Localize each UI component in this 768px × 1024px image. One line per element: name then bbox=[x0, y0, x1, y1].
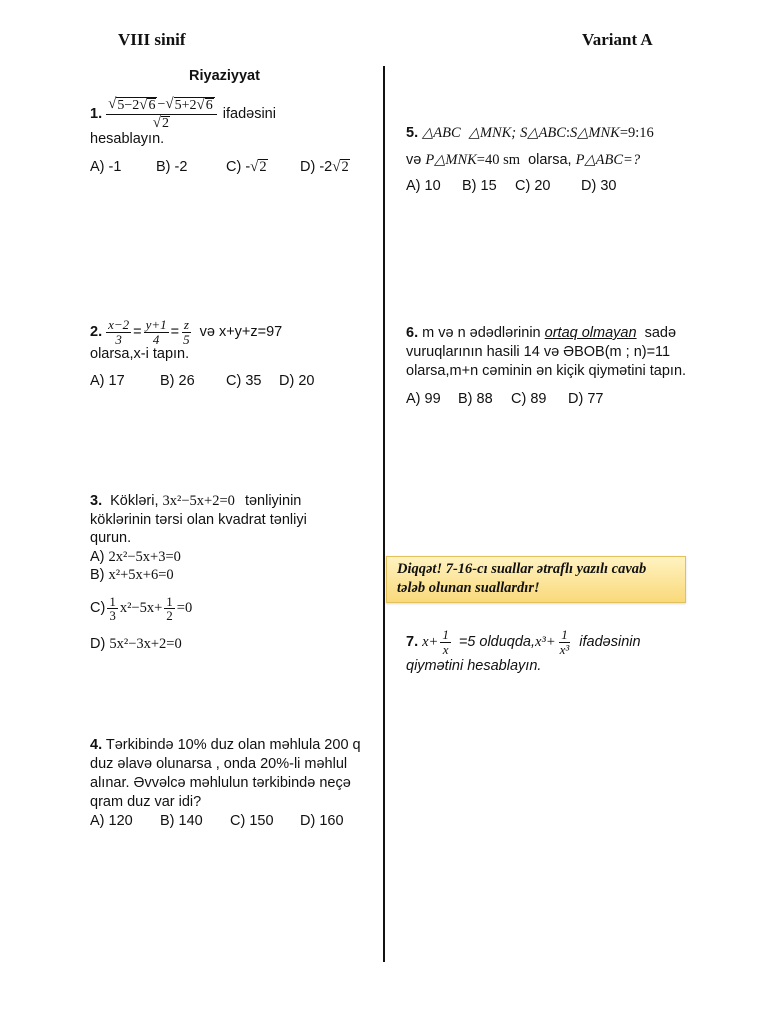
variant-label: Variant A bbox=[582, 30, 653, 49]
question-text: ifadəsini bbox=[222, 105, 276, 122]
option-c: C) -√2 bbox=[226, 159, 267, 176]
question-number: 4. bbox=[90, 737, 103, 753]
question-number: 3. bbox=[90, 493, 103, 509]
question-5: 5. △ABC △MNK; S△ABC:S△MNK=9:16 və P△MNK=40 sm olarsa, P△ABC=? A) 10 B) 15 C) 20 D) 30 bbox=[406, 125, 654, 194]
question-text: olarsa,m+n cəminin ən kiçik qiymətini tapın. bbox=[406, 363, 687, 379]
answer-options bbox=[90, 159, 350, 175]
option-a: A) 10 bbox=[406, 178, 441, 194]
question-6: 6. m və n ədədlərinin ortaq olmayan sadə vuruqlarının hasili 14 və ƏBOB(m ; n)=11 olarsa,m+n cəminin ən kiçik qiymətini tapın. A) 99 B) 88 C) 89 D) 77 bbox=[406, 325, 687, 407]
grade-label: VIII sinif bbox=[118, 30, 186, 49]
option-c: C) 20 bbox=[515, 178, 551, 194]
question-number: 1. bbox=[90, 105, 103, 122]
q1-expression: √ 5−2 √ 6 − √ 5+2 √ 6 √ 2 bbox=[106, 96, 217, 131]
question-number: 7. bbox=[406, 634, 419, 651]
question-2: 2. $\frac{x-2}{3}$ = $\frac{y+1}{4}$ = $\frac{z}{5}$ və x+y+z=97 olarsa,x-i tapın. A) 17 B) 26 C) 35 D) 20 bbox=[90, 317, 315, 390]
column-divider bbox=[383, 66, 385, 962]
answer-options bbox=[90, 373, 314, 389]
option-c: C) $\frac{1}{3}$ x²−5x+ $\frac{1}{2}$ =0 bbox=[90, 593, 193, 624]
option-a: A) -1 bbox=[90, 159, 122, 176]
question-text: köklərinin tərsi olan kvadrat tənliyi bbox=[90, 511, 307, 528]
option-c: C) 150 bbox=[230, 813, 274, 829]
question-4 bbox=[90, 736, 361, 831]
question-3: 3. Kökləri, 3x²−5x+2=0 tənliyinin köklərinin tərsi olan kvadrat tənliyi qurun. A) 2x²−5x+3=0 B) x²+5x+6=0 C) $\frac{1}{3}$ x²−5x+ $\frac{1}{2}$ =0 D) 5x²−3x+2=0 bbox=[90, 493, 307, 652]
answer-options bbox=[406, 390, 686, 409]
option-b: B) 88 bbox=[458, 391, 493, 407]
question-text: vuruqlarının hasili 14 və ƏBOB(m ; n)=11 bbox=[406, 344, 671, 360]
option-b: B) -2 bbox=[156, 159, 188, 176]
option-b: B) x²+5x+6=0 bbox=[90, 567, 174, 583]
option-a: A) 120 bbox=[90, 813, 133, 829]
question-text: Tərkibində 10% duz olan məhlula 200 q bbox=[105, 737, 361, 753]
option-b: B) 26 bbox=[160, 373, 195, 390]
note-line: tələb olunan suallardır! bbox=[397, 579, 540, 596]
option-d: D) 20 bbox=[279, 373, 315, 390]
subject-title: Riyaziyyat bbox=[189, 68, 260, 84]
option-a: A) 17 bbox=[90, 373, 125, 390]
option-d: D) 160 bbox=[300, 813, 344, 829]
attention-note bbox=[386, 556, 686, 603]
question-text: Kökləri, bbox=[110, 493, 159, 509]
underlined-phrase: ortaq olmayan bbox=[544, 325, 637, 341]
answer-options bbox=[90, 812, 361, 831]
question-text: hesablayın. bbox=[90, 131, 165, 148]
question-text: qurun. bbox=[90, 530, 132, 546]
question-1 bbox=[90, 96, 350, 176]
option-d: D) -2√2 bbox=[300, 159, 349, 176]
question-text: alınar. Əvvəlcə məhlulun tərkibində neçə bbox=[90, 775, 351, 791]
question-text: və x+y+z=97 bbox=[199, 324, 283, 341]
option-a: A) 99 bbox=[406, 391, 441, 407]
question-text: olarsa,x-i tapın. bbox=[90, 346, 190, 363]
answer-options bbox=[406, 178, 654, 194]
q3-equation: 3x²−5x+2=0 bbox=[162, 493, 235, 509]
question-number: 6. bbox=[406, 325, 419, 341]
question-number: 2. bbox=[90, 324, 103, 341]
question-number: 5. bbox=[406, 125, 419, 141]
note-line: Diqqət! 7-16-cı suallar ətraflı yazılı cavab bbox=[397, 561, 647, 577]
option-b: B) 15 bbox=[462, 178, 497, 194]
option-b: B) 140 bbox=[160, 813, 203, 829]
option-a: A) 2x²−5x+3=0 bbox=[90, 548, 181, 565]
option-d: D) 5x²−3x+2=0 bbox=[90, 635, 182, 652]
option-d: D) 30 bbox=[581, 178, 617, 194]
question-text: qiymətini hesablayın. bbox=[406, 658, 542, 675]
option-d: D) 77 bbox=[568, 391, 604, 407]
option-c: C) 89 bbox=[511, 391, 547, 407]
option-c: C) 35 bbox=[226, 373, 262, 390]
question-text: duz əlavə olunarsa , onda 20%-li məhlul bbox=[90, 756, 348, 772]
question-7: 7. x+ $\frac{1}{x}$ =5 olduqda, x³+ $\frac{1}{\text{x³}}$ ifadəsinin qiymətini hesablayın. bbox=[406, 627, 641, 675]
question-text: qram duz var idi? bbox=[90, 794, 202, 810]
